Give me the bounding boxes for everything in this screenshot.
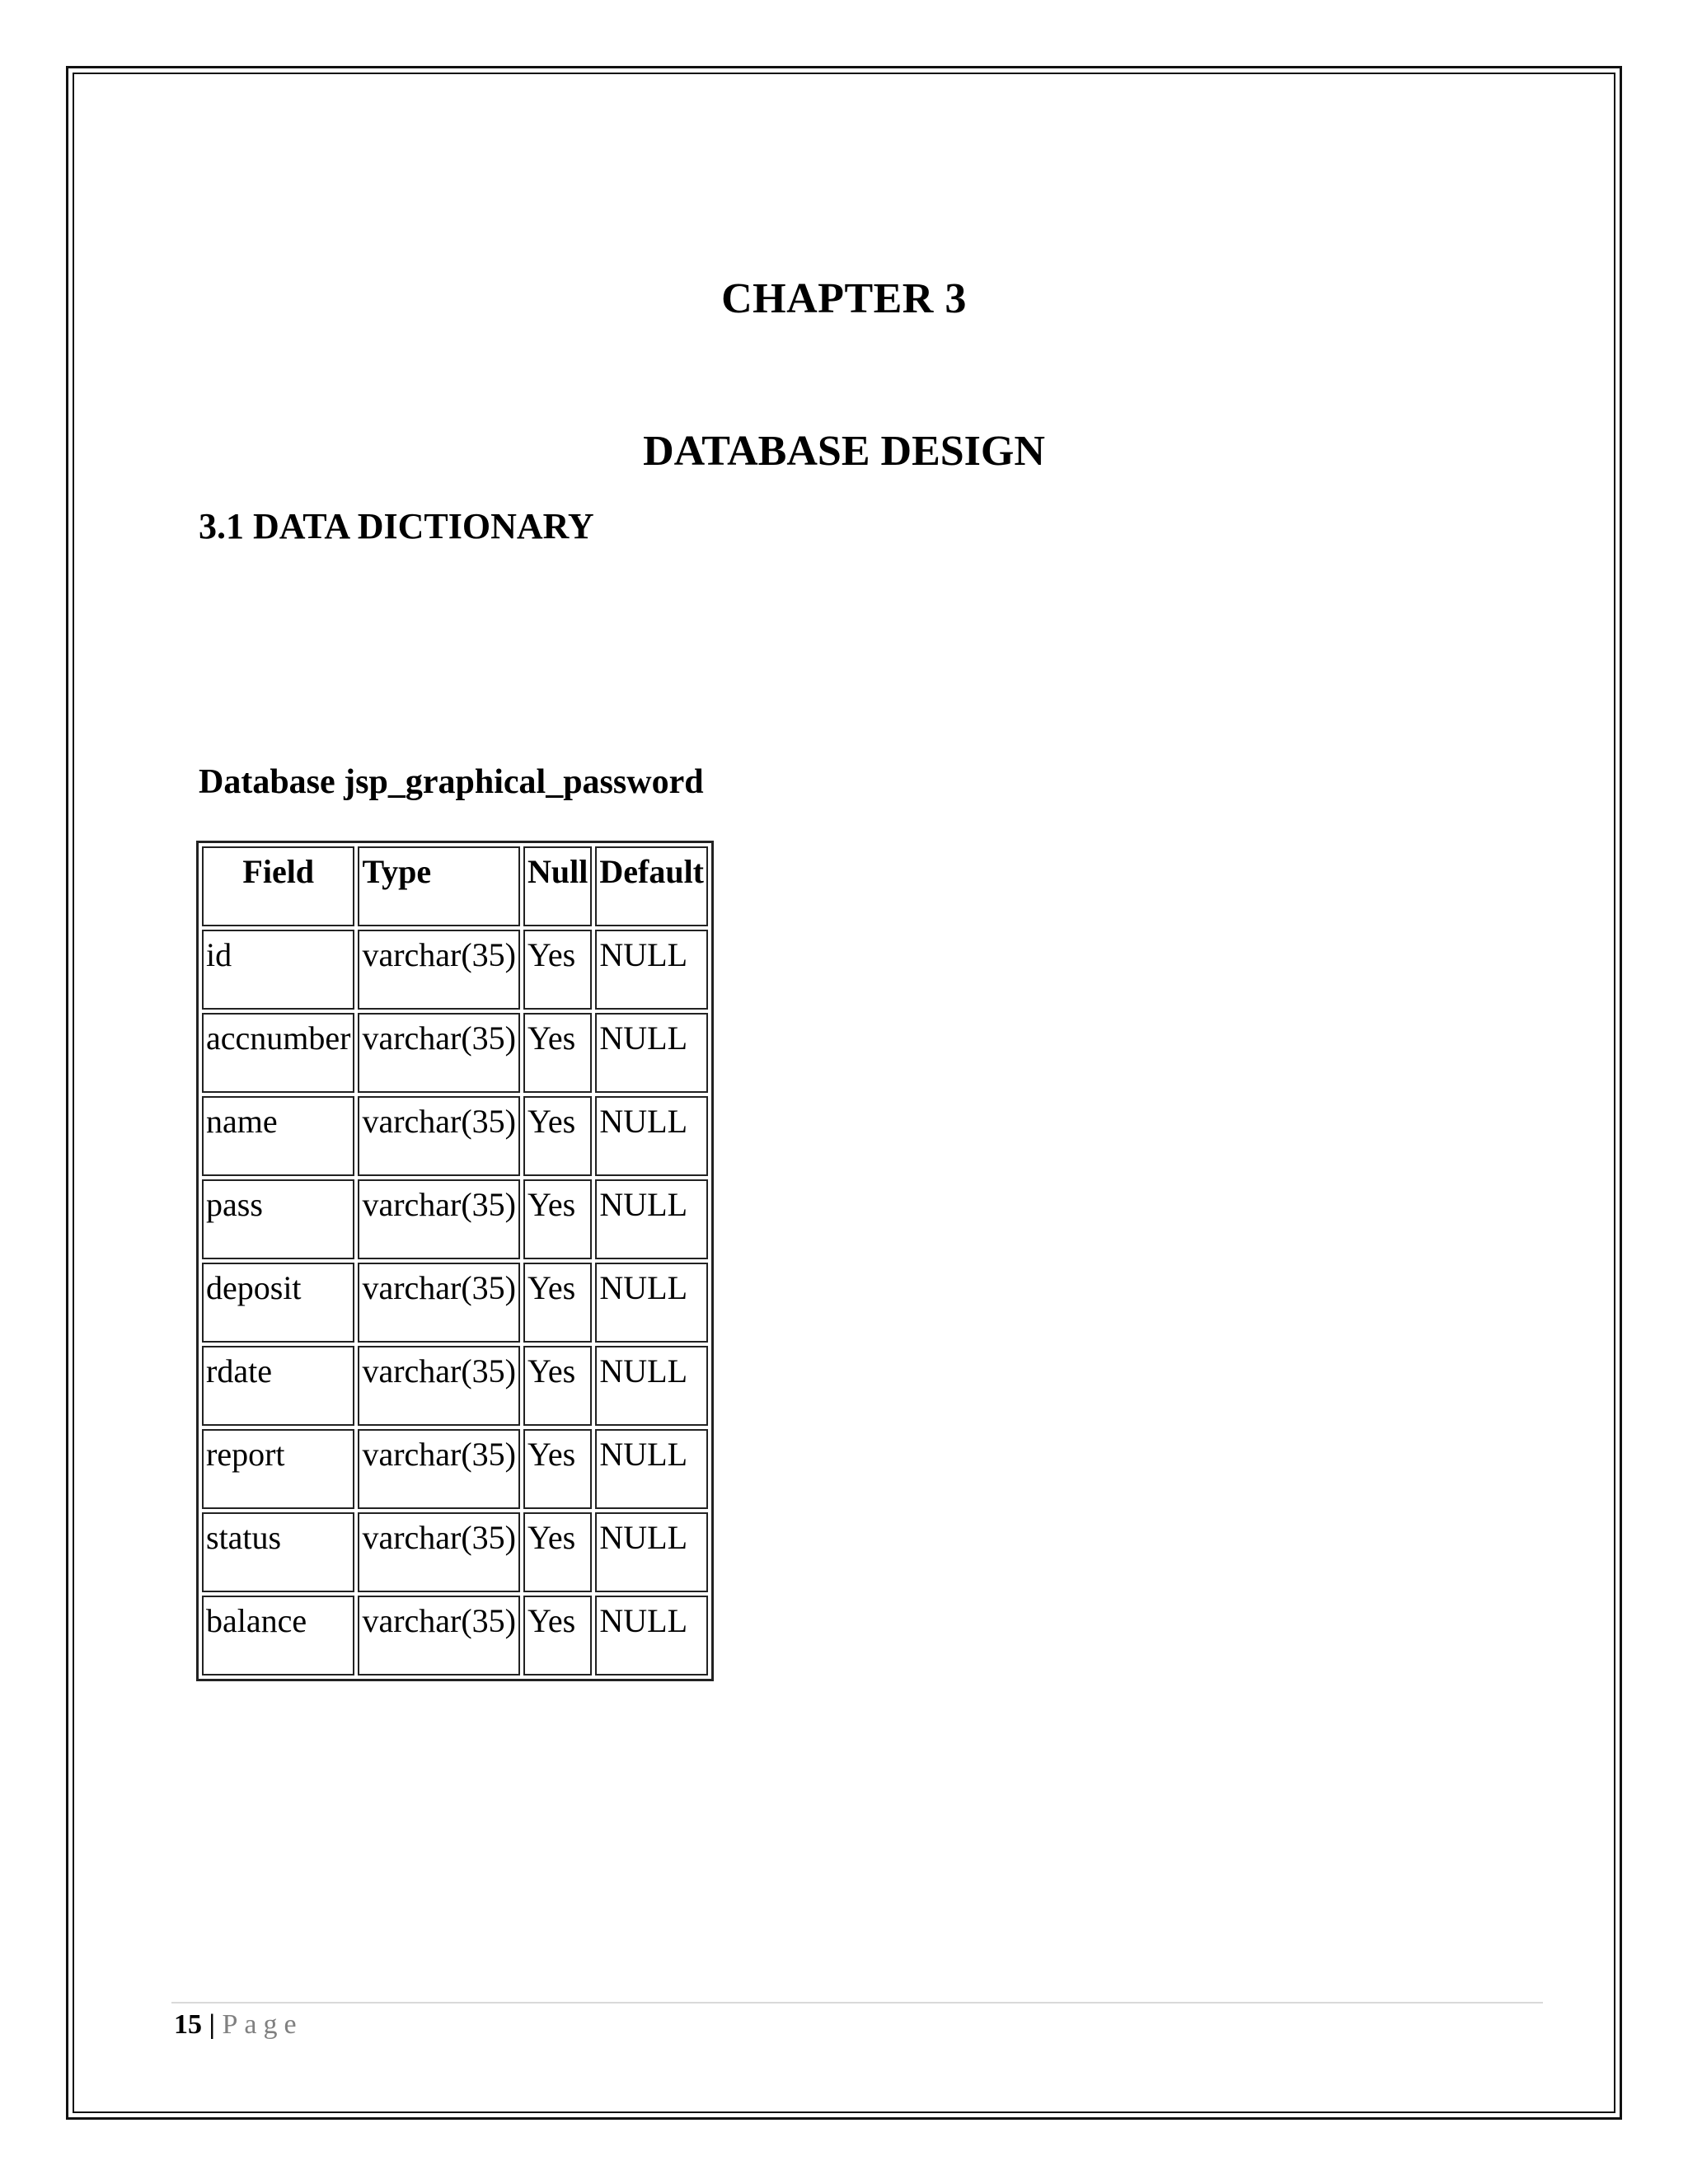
table-row (202, 1596, 708, 1675)
table-row (202, 1512, 708, 1592)
cell-type: varchar(35) (358, 1013, 520, 1093)
data-dictionary-table-wrap (196, 841, 714, 1681)
cell-default: NULL (595, 1263, 708, 1343)
table-row (202, 1263, 708, 1343)
table-row (202, 1346, 708, 1426)
table-row (202, 1429, 708, 1509)
cell-null: Yes (523, 930, 592, 1010)
data-dictionary-table (196, 841, 714, 1681)
database-caption: Database jsp_graphical_password (199, 763, 704, 801)
cell-default: NULL (595, 1096, 708, 1176)
cell-default: NULL (595, 1179, 708, 1259)
table-header-row (202, 846, 708, 926)
page-number: 15 (174, 2009, 202, 2040)
cell-default: NULL (595, 1346, 708, 1426)
cell-default: NULL (595, 1429, 708, 1509)
header-field: Field (202, 846, 354, 926)
cell-default: NULL (595, 930, 708, 1010)
footer-rule (171, 2002, 1543, 2004)
cell-field: deposit (202, 1263, 354, 1343)
chapter-title: CHAPTER 3 (721, 275, 967, 322)
cell-null: Yes (523, 1346, 592, 1426)
footer-separator: | (209, 2009, 215, 2040)
header-default: Default (595, 846, 708, 926)
cell-null: Yes (523, 1096, 592, 1176)
cell-null: Yes (523, 1013, 592, 1093)
cell-null: Yes (523, 1596, 592, 1675)
chapter-subtitle: DATABASE DESIGN (643, 428, 1045, 475)
cell-field: accnumber (202, 1013, 354, 1093)
cell-field: balance (202, 1596, 354, 1675)
cell-field: report (202, 1429, 354, 1509)
cell-field: rdate (202, 1346, 354, 1426)
cell-null: Yes (523, 1263, 592, 1343)
page-footer (174, 2004, 303, 2046)
table-row (202, 1013, 708, 1093)
cell-default: NULL (595, 1013, 708, 1093)
table-row (202, 1179, 708, 1259)
header-type: Type (358, 846, 520, 926)
cell-field: status (202, 1512, 354, 1592)
cell-type: varchar(35) (358, 1596, 520, 1675)
cell-type: varchar(35) (358, 930, 520, 1010)
cell-field: name (202, 1096, 354, 1176)
cell-field: id (202, 930, 354, 1010)
header-null: Null (523, 846, 592, 926)
cell-type: varchar(35) (358, 1512, 520, 1592)
cell-type: varchar(35) (358, 1346, 520, 1426)
cell-default: NULL (595, 1596, 708, 1675)
table-row (202, 930, 708, 1010)
cell-type: varchar(35) (358, 1429, 520, 1509)
cell-type: varchar(35) (358, 1179, 520, 1259)
cell-null: Yes (523, 1179, 592, 1259)
cell-default: NULL (595, 1512, 708, 1592)
table-row (202, 1096, 708, 1176)
cell-null: Yes (523, 1512, 592, 1592)
cell-type: varchar(35) (358, 1263, 520, 1343)
cell-null: Yes (523, 1429, 592, 1509)
page-label: Page (222, 2009, 303, 2040)
cell-type: varchar(35) (358, 1096, 520, 1176)
section-heading: 3.1 DATA DICTIONARY (199, 506, 594, 546)
cell-field: pass (202, 1179, 354, 1259)
